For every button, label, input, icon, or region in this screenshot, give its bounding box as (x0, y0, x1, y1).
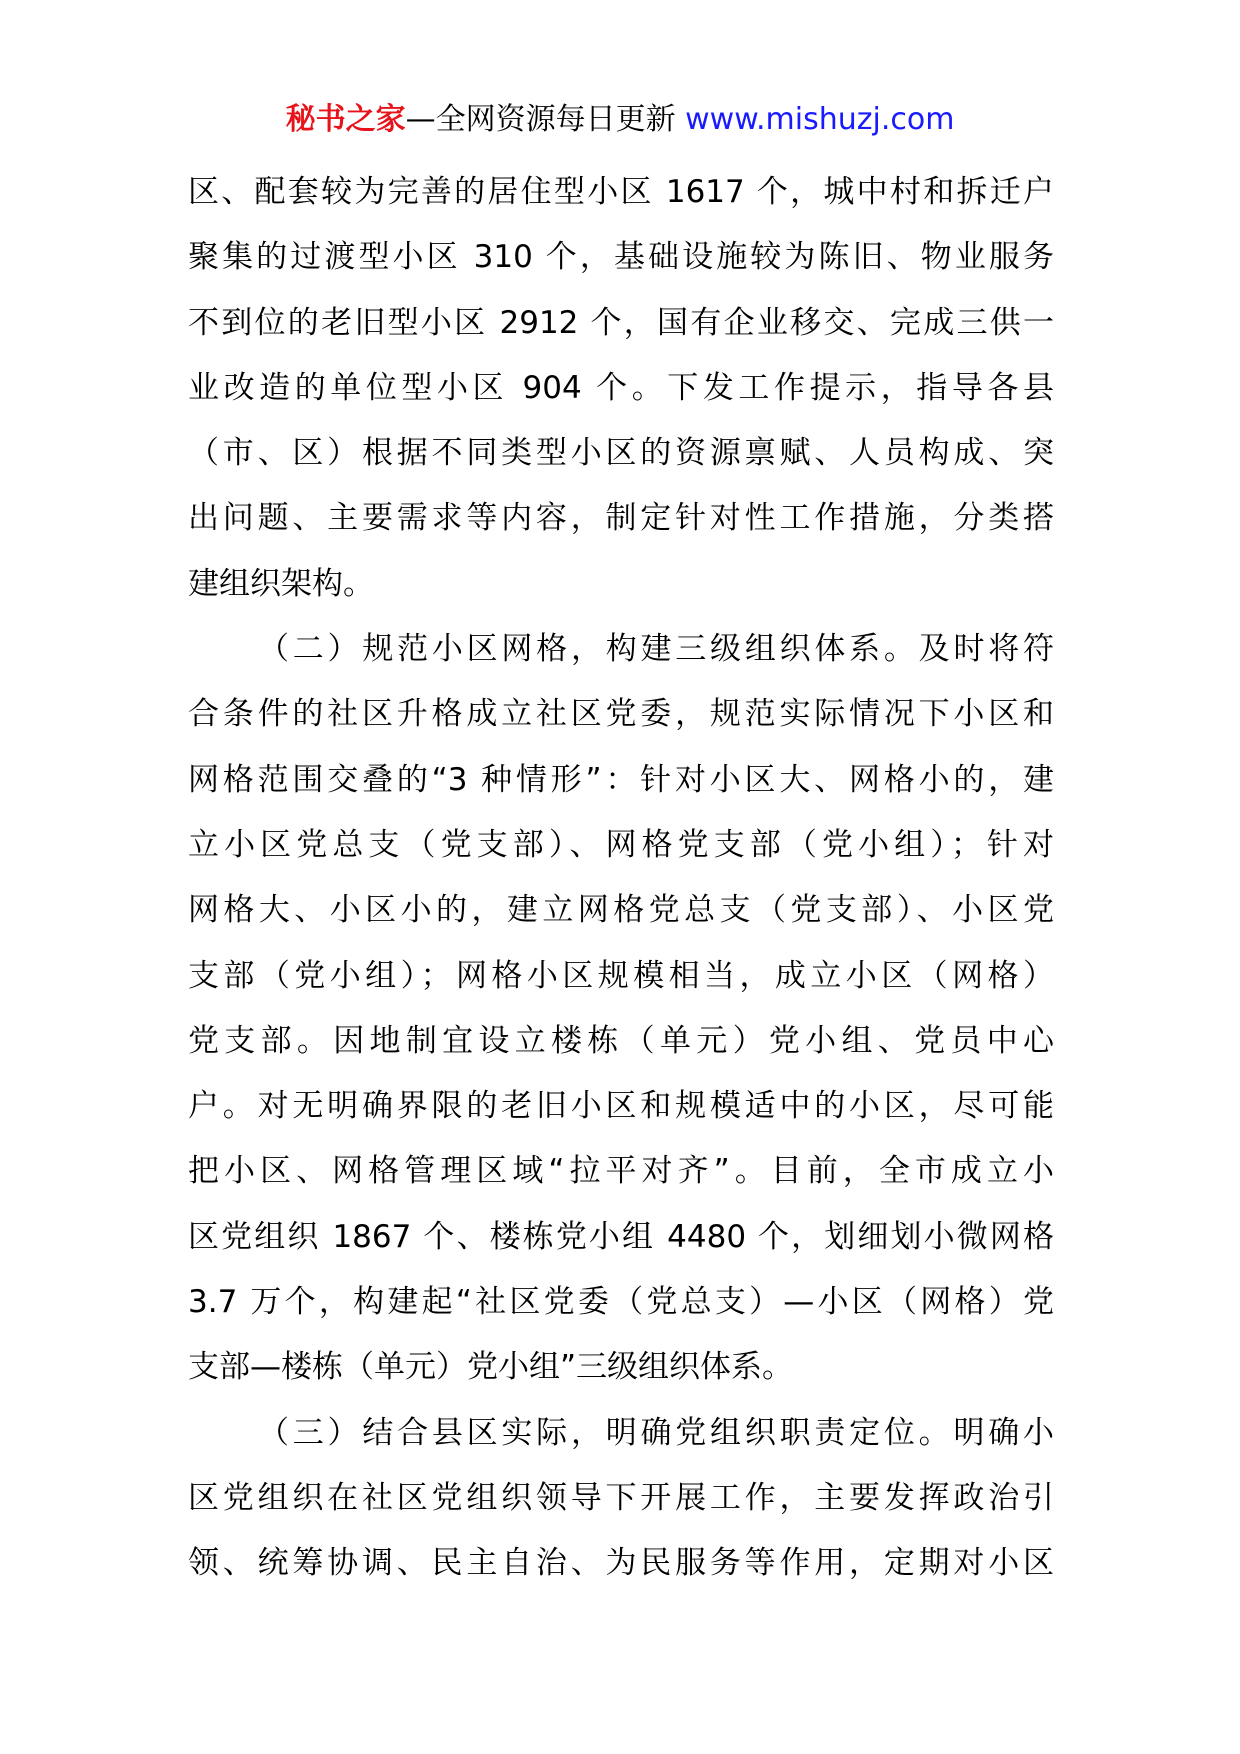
text-line: 区党组织 1867 个、楼栋党小组 4480 个，划细划小微网格 (188, 1218, 1054, 1255)
text-line: 支部（党小组）；网格小区规模相当，成立小区（网格） (188, 957, 1054, 994)
site-header (0, 100, 1240, 140)
section-heading-line: （二）规范小区网格，构建三级组织体系。及时将符 (258, 631, 1054, 668)
text-line: 区党组织在社区党组织领导下开展工作，主要发挥政治引 (188, 1479, 1054, 1516)
text-line: 立小区党总支（党支部）、网格党支部（党小组）；针对 (188, 826, 1054, 863)
text-line: 区、配套较为完善的居住型小区 1617 个，城中村和拆迁户 (188, 174, 1054, 210)
text-line: 不到位的老旧型小区 2912 个，国有企业移交、完成三供一 (188, 304, 1054, 341)
text-line: 领、统筹协调、民主自治、为民服务等作用，定期对小区 (188, 1545, 1054, 1582)
document-body (188, 160, 1054, 1597)
text-line: 3.7 万个，构建起“社区党委（党总支）—小区（网格）党 (188, 1284, 1054, 1321)
text-line: 合条件的社区升格成立社区党委，规范实际情况下小区和 (188, 696, 1054, 733)
header-tagline: —全网资源每日更新 (405, 102, 686, 137)
text-line: 出问题、主要需求等内容，制定针对性工作措施，分类搭 (188, 500, 1054, 537)
section-heading-line: （三）结合县区实际，明确党组织职责定位。明确小 (258, 1414, 1054, 1451)
text-line: 户。对无明确界限的老旧小区和规模适中的小区，尽可能 (188, 1088, 1054, 1125)
text-line: 聚集的过渡型小区 310 个，基础设施较为陈旧、物业服务 (188, 239, 1054, 276)
brand-name: 秘书之家 (285, 102, 406, 137)
text-line: 党支部。因地制宜设立楼栋（单元）党小组、党员中心 (188, 1022, 1054, 1059)
text-line: 支部—楼栋（单元）党小组”三级组织体系。 (188, 1349, 794, 1386)
text-line: （市、区）根据不同类型小区的资源禀赋、人员构成、突 (188, 435, 1054, 472)
text-line: 把小区、网格管理区域“拉平对齐”。目前，全市成立小 (188, 1153, 1054, 1190)
text-line: 网格大、小区小的，建立网格党总支（党支部）、小区党 (188, 892, 1054, 929)
text-line: 网格范围交叠的“3 种情形”：针对小区大、网格小的，建 (188, 761, 1054, 798)
text-line: 业改造的单位型小区 904 个。下发工作提示，指导各县 (188, 369, 1054, 406)
site-url-link[interactable]: www.mishuzj.com (685, 102, 955, 137)
text-line: 建组织架构。 (188, 565, 374, 602)
